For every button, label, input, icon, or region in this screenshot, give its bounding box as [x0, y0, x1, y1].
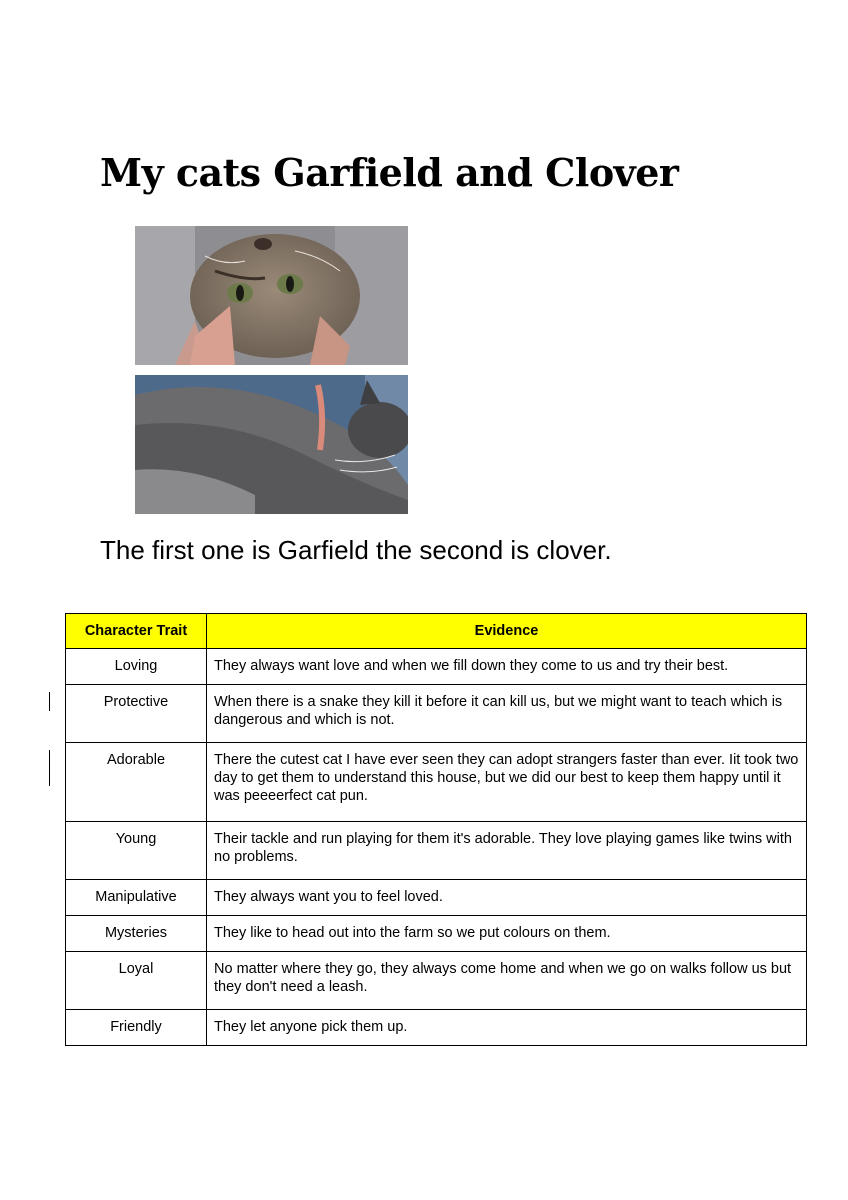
trait-cell: Young	[66, 822, 207, 880]
table-row	[66, 649, 807, 685]
table-row	[66, 952, 807, 1010]
table-row	[66, 743, 807, 822]
table-row	[66, 822, 807, 880]
garfield-photo	[135, 226, 408, 365]
change-bar	[49, 692, 50, 711]
clover-photo	[135, 375, 408, 514]
trait-cell: Protective	[66, 685, 207, 743]
photo-caption: The first one is Garfield the second is clover.	[100, 535, 612, 565]
change-bar	[49, 750, 50, 786]
trait-cell: Friendly	[66, 1010, 207, 1046]
evidence-cell: No matter where they go, they always come home and when we go on walks follow us but they don't need a leash.	[207, 952, 807, 1010]
page-title: My cats Garfield and Clover	[100, 150, 679, 195]
table-row	[66, 1010, 807, 1046]
trait-cell: Loving	[66, 649, 207, 685]
evidence-cell: They always want love and when we fill down they come to us and try their best.	[207, 649, 807, 685]
table-row	[66, 880, 807, 916]
header-character-trait: Character Trait	[66, 614, 207, 649]
trait-cell: Adorable	[66, 743, 207, 822]
character-trait-table	[65, 613, 807, 1046]
trait-cell: Loyal	[66, 952, 207, 1010]
cat-photo-icon	[135, 375, 408, 514]
table-row	[66, 685, 807, 743]
trait-cell: Mysteries	[66, 916, 207, 952]
evidence-cell: They like to head out into the farm so we put colours on them.	[207, 916, 807, 952]
evidence-cell: They always want you to feel loved.	[207, 880, 807, 916]
trait-cell: Manipulative	[66, 880, 207, 916]
evidence-cell: When there is a snake they kill it before it can kill us, but we might want to teach which is dangerous and which is not.	[207, 685, 807, 743]
table-row	[66, 916, 807, 952]
evidence-cell: There the cutest cat I have ever seen they can adopt strangers faster than ever. Iit took two day to get them to understand this house, but we did our best to keep them happy until it was peeeerfect cat pun.	[207, 743, 807, 822]
table-header-row	[66, 614, 807, 649]
cat-photo-icon	[135, 226, 408, 365]
evidence-cell: Their tackle and run playing for them it's adorable. They love playing games like twins with no problems.	[207, 822, 807, 880]
evidence-cell: They let anyone pick them up.	[207, 1010, 807, 1046]
header-evidence: Evidence	[207, 614, 807, 649]
